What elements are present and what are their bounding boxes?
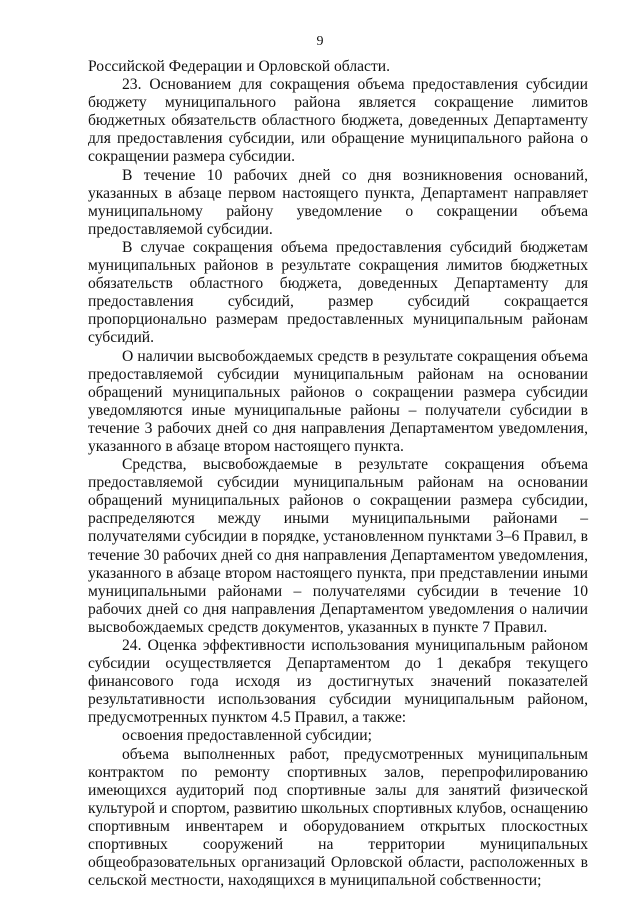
paragraph: В течение 10 рабочих дней со дня возникновения оснований, указанных в абзаце первом настоящего пункта, Департамент направляет муниципальному району уведомление о сокращении объема предоставляемой субсидии. [88, 166, 588, 238]
paragraph: Средства, высвобождаемые в результате сокращения объема предоставляемой субсидии муниципальным районам на основании обращений муниципальных районов о сокращении размера субсидии, распределяются между иными муниципальными районами – получателями субсидии в порядке, установленном пунктами 3–6 Правил, в течение 30 рабочих дней со дня направления Департаментом уведомления, указанного в абзаце втором настоящего пункта, при представлении иными муниципальными районами – получателями субсидии в течение 10 рабочих дней со дня направления Департаментом уведомления о наличии высвобождаемых средств документов, указанных в пункте 7 Правил. [88, 456, 588, 636]
page-number: 9 [316, 34, 324, 49]
paragraph: 24. Оценка эффективности использования муниципальным районом субсидии осуществляется Департаментом до 1 декабря текущего финансового года исходя из достигнутых значений показателей результативности использования субсидии муниципальным районом, предусмотренных пунктом 4.5 Правил, а также: [88, 637, 588, 727]
paragraph: освоения предоставленной субсидии; [122, 727, 372, 745]
document-body [88, 58, 588, 890]
paragraph: 23. Основанием для сокращения объема предоставления субсидии бюджету муниципального района является сокращение лимитов бюджетных обязательств областного бюджета, доведенных Департаменту для предоставления субсидии, или обращение муниципального района о сокращении размера субсидии. [88, 76, 588, 166]
paragraph: В случае сокращения объема предоставления субсидий бюджетам муниципальных районов в результате сокращения лимитов бюджетных обязательств областного бюджета, доведенных Департаменту для предоставления субсидий, размер субсидий сокращается пропорционально размерам предоставленных муниципальным районам субсидий. [88, 238, 588, 347]
paragraph: объема выполненных работ, предусмотренных муниципальным контрактом по ремонту спортивных залов, перепрофилированию имеющихся аудиторий под спортивные залы для занятий физической культурой и спортом, развитию школьных спортивных клубов, оснащению спортивным инвентарем и оборудованием открытых плоскостных спортивных сооружений на территории муниципальных общеобразовательных организаций Орловской области, расположенных в сельской местности, находящихся в муниципальной собственности; [88, 745, 588, 890]
paragraph: Российской Федерации и Орловской области. [88, 58, 391, 75]
paragraph: О наличии высвобождаемых средств в результате сокращения объема предоставляемой субсидии муниципальным районам на основании обращений муниципальных районов о сокращении размера субсидии уведомляются иные муниципальные районы – получатели субсидии в течение 3 рабочих дней со дня направления Департаментом уведомления, указанного в абзаце втором настоящего пункта. [88, 347, 588, 455]
